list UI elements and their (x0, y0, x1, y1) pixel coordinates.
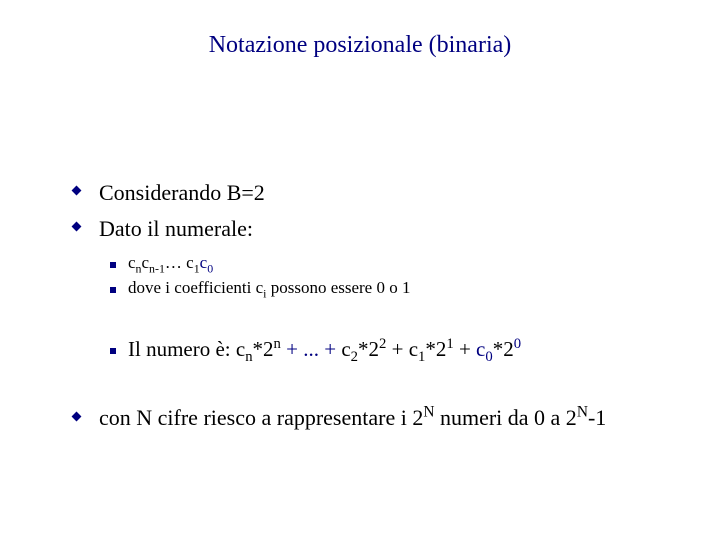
formula-sub-n: n (245, 349, 253, 366)
nbits-sup-n2: N (576, 403, 588, 421)
formula-sub-0: 0 (485, 349, 493, 366)
numeral-dots: … (164, 253, 187, 272)
formula-c2: c (341, 337, 351, 361)
diamond-bullet-icon (72, 222, 82, 232)
formula-exp-1: 1 (446, 336, 454, 352)
numeral-sub-n1: n-1 (149, 261, 165, 276)
nbits-post: -1 (587, 405, 607, 430)
numeral-c: c (141, 253, 150, 272)
numeral-c0: c (199, 253, 208, 272)
formula-times2c: *2 (425, 337, 447, 361)
formula-sub-2: 2 (350, 349, 358, 366)
numeral-sub-1: 1 (193, 261, 200, 276)
bullet-considerando: Considerando B=2 (99, 180, 265, 205)
formula-times2: *2 (252, 337, 274, 361)
numeral-expression (128, 253, 214, 276)
formula-sub-1: 1 (418, 349, 426, 366)
square-bullet-icon (110, 287, 116, 293)
formula-c0: c (476, 337, 486, 361)
square-bullet-icon (110, 262, 116, 268)
bullet-dato-il-numerale: Dato il numerale: (99, 216, 253, 241)
numeral-c: c (128, 253, 136, 272)
coeff-sub-i: i (263, 286, 267, 301)
diamond-bullet-icon (72, 412, 82, 422)
formula-plus-dots: + ... + (280, 337, 342, 361)
nbits-mid: numeri da 0 a 2 (434, 405, 577, 430)
diamond-bullet-icon (72, 186, 82, 196)
formula-times2d: *2 (492, 337, 514, 361)
number-formula (128, 336, 522, 366)
formula-pre: Il numero è: c (128, 337, 246, 361)
slide-title: Notazione posizionale (binaria) (208, 32, 512, 58)
formula-exp-n: n (273, 336, 281, 352)
formula-times2b: *2 (358, 337, 379, 361)
coefficients-note (128, 278, 411, 301)
formula-exp-0: 0 (513, 336, 522, 352)
numeral-c: c (186, 253, 194, 272)
numeral-sub-n: n (135, 261, 142, 276)
numeral-sub-0: 0 (207, 261, 214, 276)
square-bullet-icon (110, 348, 116, 354)
formula-plus2: + (453, 337, 477, 361)
nbits-sup-n: N (423, 403, 435, 421)
coeff-pre: dove i coefficienti c (128, 278, 264, 297)
coeff-post: possono essere 0 o 1 (266, 278, 411, 297)
formula-plus1: + (386, 337, 409, 361)
formula-exp-2: 2 (379, 336, 387, 352)
formula-c1: c (408, 337, 419, 361)
nbits-pre: con N cifre riesco a rappresentare i 2 (99, 405, 424, 430)
bullet-con-n-cifre (99, 405, 606, 431)
